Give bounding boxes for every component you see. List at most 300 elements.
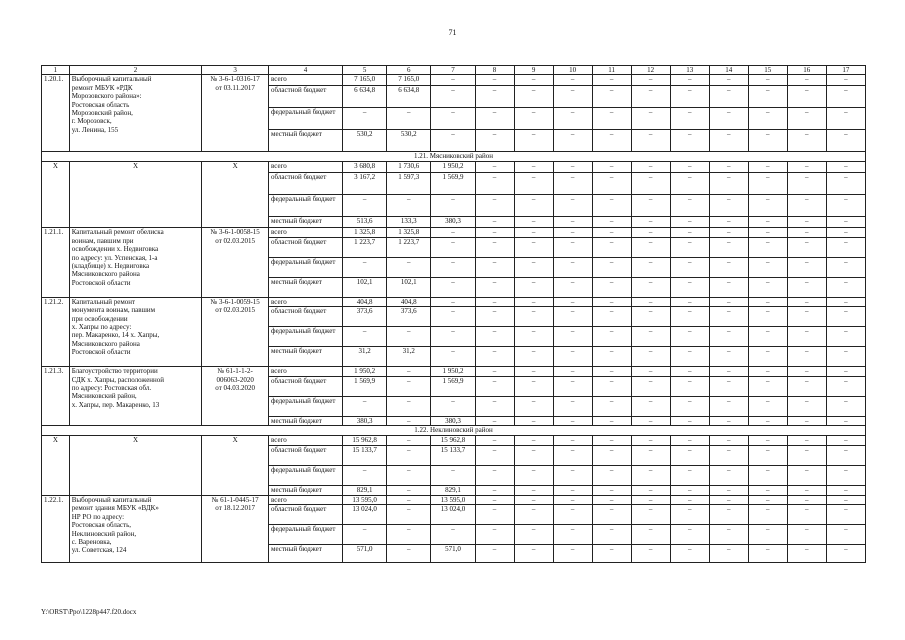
funding-source: местный бюджет xyxy=(269,347,343,367)
value-cell: – xyxy=(553,416,592,425)
value-cell: – xyxy=(553,108,592,130)
value-cell: – xyxy=(592,108,631,130)
item-number: 1.22.1. xyxy=(42,496,70,563)
value-cell: – xyxy=(475,108,514,130)
document-line: от 18.12.2017 xyxy=(215,504,256,513)
value-cell: 13 024,0 xyxy=(343,505,387,525)
header-cell: 15 xyxy=(748,66,787,75)
funding-source: всего xyxy=(269,297,343,306)
value-cell: – xyxy=(670,367,709,376)
value-cell: – xyxy=(475,486,514,496)
value-cell: – xyxy=(631,237,670,257)
value-cell: – xyxy=(670,162,709,173)
value-cell: – xyxy=(826,75,865,86)
object-name-line: Неклиновский район, xyxy=(71,529,137,538)
item-number: 1.21.1. xyxy=(42,228,70,297)
table-row xyxy=(42,367,866,376)
value-cell: – xyxy=(475,237,514,257)
value-cell: – xyxy=(475,545,514,563)
value-cell: 7 165,0 xyxy=(387,75,431,86)
funding-source: областной бюджет xyxy=(269,446,343,466)
value-cell: – xyxy=(826,496,865,505)
value-cell: – xyxy=(709,367,748,376)
value-cell: – xyxy=(475,75,514,86)
value-cell: – xyxy=(553,446,592,466)
value-cell: – xyxy=(592,486,631,496)
value-cell: – xyxy=(826,376,865,396)
object-name xyxy=(69,496,202,563)
value-cell: – xyxy=(431,297,475,306)
value-cell: – xyxy=(475,130,514,152)
value-cell: – xyxy=(826,228,865,237)
value-cell: – xyxy=(826,257,865,277)
value-cell: – xyxy=(826,446,865,466)
value-cell: – xyxy=(553,376,592,396)
value-cell: – xyxy=(787,396,826,416)
value-cell: – xyxy=(787,307,826,327)
value-cell: – xyxy=(748,108,787,130)
object-name-line: ремонт здания МБУК «ВДК» xyxy=(71,504,159,513)
value-cell: 404,8 xyxy=(343,297,387,306)
value-cell: – xyxy=(748,130,787,152)
value-cell: – xyxy=(826,173,865,195)
value-cell: 571,0 xyxy=(431,545,475,563)
value-cell: – xyxy=(514,277,553,297)
expertise-document xyxy=(202,228,269,297)
value-cell: – xyxy=(387,525,431,545)
object-name xyxy=(69,367,202,426)
value-cell: – xyxy=(748,162,787,173)
value-cell: – xyxy=(431,327,475,347)
value-cell: – xyxy=(670,195,709,217)
value-cell: – xyxy=(787,86,826,108)
value-cell: – xyxy=(514,162,553,173)
page-number: 71 xyxy=(448,28,457,37)
value-cell: – xyxy=(748,75,787,86)
value-cell: – xyxy=(670,217,709,228)
funding-source: областной бюджет xyxy=(269,86,343,108)
value-cell: 15 962,8 xyxy=(431,436,475,446)
value-cell: – xyxy=(431,347,475,367)
value-cell: – xyxy=(709,327,748,347)
value-cell: – xyxy=(514,75,553,86)
value-cell: – xyxy=(748,195,787,217)
value-cell: – xyxy=(431,75,475,86)
header-cell: 5 xyxy=(343,66,387,75)
value-cell: – xyxy=(787,545,826,563)
value-cell: – xyxy=(826,297,865,306)
value-cell: – xyxy=(387,486,431,496)
value-cell: – xyxy=(553,75,592,86)
value-cell: – xyxy=(631,347,670,367)
value-cell: – xyxy=(592,416,631,425)
table-body xyxy=(42,66,866,563)
value-cell: 1 730,6 xyxy=(387,162,431,173)
value-cell: – xyxy=(748,277,787,297)
value-cell: – xyxy=(631,228,670,237)
funding-source: областной бюджет xyxy=(269,173,343,195)
value-cell: 1 950,2 xyxy=(343,367,387,376)
value-cell: – xyxy=(514,228,553,237)
value-cell: – xyxy=(787,217,826,228)
value-cell: – xyxy=(431,237,475,257)
value-cell: – xyxy=(514,257,553,277)
item-number: 1.21.3. xyxy=(42,367,70,426)
table-row xyxy=(42,297,866,306)
value-cell: – xyxy=(631,466,670,486)
object-name xyxy=(69,75,202,152)
value-cell: – xyxy=(475,436,514,446)
value-cell: – xyxy=(748,217,787,228)
funding-source: федеральный бюджет xyxy=(269,257,343,277)
object-name-line: X xyxy=(132,162,139,171)
value-cell: – xyxy=(553,162,592,173)
value-cell: – xyxy=(387,257,431,277)
value-cell: – xyxy=(748,486,787,496)
value-cell: – xyxy=(475,446,514,466)
item-number: 1.21.2. xyxy=(42,297,70,366)
funding-source: всего xyxy=(269,367,343,376)
expertise-document xyxy=(202,436,269,496)
value-cell: – xyxy=(592,75,631,86)
value-cell: – xyxy=(553,195,592,217)
value-cell: – xyxy=(787,327,826,347)
value-cell: – xyxy=(787,446,826,466)
value-cell: – xyxy=(709,217,748,228)
value-cell: 1 950,2 xyxy=(431,162,475,173)
value-cell: – xyxy=(631,416,670,425)
value-cell: – xyxy=(670,416,709,425)
value-cell: – xyxy=(514,505,553,525)
value-cell: – xyxy=(553,257,592,277)
value-cell: – xyxy=(748,545,787,563)
value-cell: 373,6 xyxy=(387,307,431,327)
object-name-line: Мясниковский район, xyxy=(71,392,137,401)
value-cell: – xyxy=(670,347,709,367)
value-cell: – xyxy=(553,86,592,108)
funding-source: областной бюджет xyxy=(269,376,343,396)
value-cell: – xyxy=(475,86,514,108)
object-name-line: ул. Ленина, 155 xyxy=(71,125,119,134)
value-cell: – xyxy=(514,486,553,496)
expertise-document xyxy=(202,75,269,152)
value-cell: – xyxy=(553,297,592,306)
value-cell: – xyxy=(709,376,748,396)
value-cell: – xyxy=(343,396,387,416)
value-cell: 6 634,8 xyxy=(387,86,431,108)
value-cell: – xyxy=(514,86,553,108)
value-cell: – xyxy=(709,545,748,563)
value-cell: – xyxy=(514,545,553,563)
header-row xyxy=(42,66,866,75)
value-cell: – xyxy=(387,545,431,563)
object-name xyxy=(69,228,202,297)
value-cell: – xyxy=(826,217,865,228)
value-cell: – xyxy=(670,396,709,416)
value-cell: – xyxy=(709,466,748,486)
value-cell: 1 569,9 xyxy=(431,376,475,396)
value-cell: – xyxy=(592,162,631,173)
value-cell: – xyxy=(553,505,592,525)
value-cell: – xyxy=(631,505,670,525)
funding-source: федеральный бюджет xyxy=(269,108,343,130)
value-cell: 3 680,8 xyxy=(343,162,387,173)
value-cell: 15 962,8 xyxy=(343,436,387,446)
item-number: X xyxy=(42,436,70,496)
value-cell: 530,2 xyxy=(343,130,387,152)
value-cell: 31,2 xyxy=(387,347,431,367)
value-cell: – xyxy=(670,376,709,396)
value-cell: – xyxy=(787,297,826,306)
value-cell: – xyxy=(475,466,514,486)
funding-source: всего xyxy=(269,496,343,505)
value-cell: – xyxy=(631,130,670,152)
value-cell: – xyxy=(709,195,748,217)
value-cell: – xyxy=(709,228,748,237)
header-cell: 14 xyxy=(709,66,748,75)
value-cell: – xyxy=(592,228,631,237)
section-title: 1.21. Мясниковский район xyxy=(42,152,866,162)
value-cell: – xyxy=(431,228,475,237)
value-cell: – xyxy=(787,108,826,130)
value-cell: 1 223,7 xyxy=(343,237,387,257)
value-cell: – xyxy=(553,396,592,416)
value-cell: – xyxy=(553,466,592,486)
value-cell: – xyxy=(670,496,709,505)
value-cell: – xyxy=(592,436,631,446)
header-cell: 10 xyxy=(553,66,592,75)
value-cell: – xyxy=(709,237,748,257)
table-row xyxy=(42,436,866,446)
object-name xyxy=(69,162,202,228)
value-cell: – xyxy=(631,446,670,466)
header-cell: 13 xyxy=(670,66,709,75)
value-cell: – xyxy=(670,307,709,327)
document-line: от 04.03.2020 xyxy=(215,384,256,393)
value-cell: – xyxy=(631,496,670,505)
object-name-line: освобождении х. Недвиговка xyxy=(71,245,159,254)
value-cell: – xyxy=(553,327,592,347)
value-cell: – xyxy=(631,486,670,496)
value-cell: – xyxy=(475,277,514,297)
value-cell: – xyxy=(709,297,748,306)
value-cell: – xyxy=(631,436,670,446)
value-cell: – xyxy=(631,173,670,195)
value-cell: – xyxy=(670,75,709,86)
value-cell: – xyxy=(826,195,865,217)
value-cell: – xyxy=(748,327,787,347)
value-cell: – xyxy=(826,525,865,545)
value-cell: – xyxy=(787,376,826,396)
header-cell: 8 xyxy=(475,66,514,75)
value-cell: – xyxy=(709,277,748,297)
value-cell: – xyxy=(670,257,709,277)
value-cell: – xyxy=(826,277,865,297)
value-cell: 1 597,3 xyxy=(387,173,431,195)
object-name-line: Мясниковского района xyxy=(71,270,140,279)
value-cell: – xyxy=(514,327,553,347)
value-cell: – xyxy=(475,505,514,525)
value-cell: – xyxy=(475,173,514,195)
value-cell: – xyxy=(475,327,514,347)
object-name-line: воинам, павшим при xyxy=(71,236,134,245)
section-title: 1.22. Неклиновский район xyxy=(42,426,866,436)
document-line: X xyxy=(232,162,238,171)
object-name-line: х. Хапры по адресу: xyxy=(71,323,132,332)
value-cell: – xyxy=(748,446,787,466)
value-cell: – xyxy=(748,367,787,376)
value-cell: – xyxy=(631,525,670,545)
value-cell: – xyxy=(553,307,592,327)
object-name-line: по адресу: ул. Успенская, 1-а xyxy=(71,253,158,262)
object-name-line: Ростовская область xyxy=(71,100,130,109)
funding-source: местный бюджет xyxy=(269,277,343,297)
value-cell: 530,2 xyxy=(387,130,431,152)
value-cell: – xyxy=(670,86,709,108)
value-cell: – xyxy=(670,130,709,152)
value-cell: – xyxy=(787,436,826,446)
value-cell: – xyxy=(631,396,670,416)
value-cell: – xyxy=(787,162,826,173)
value-cell: – xyxy=(431,277,475,297)
value-cell: – xyxy=(514,416,553,425)
value-cell: – xyxy=(631,277,670,297)
funding-source: областной бюджет xyxy=(269,237,343,257)
value-cell: 13 595,0 xyxy=(431,496,475,505)
object-name-line: Капитальный ремонт xyxy=(71,297,136,306)
value-cell: – xyxy=(787,237,826,257)
document-line: от 02.03.2015 xyxy=(215,236,256,245)
value-cell: – xyxy=(826,545,865,563)
expertise-document xyxy=(202,367,269,426)
value-cell: – xyxy=(475,367,514,376)
value-cell: 571,0 xyxy=(343,545,387,563)
value-cell: – xyxy=(553,367,592,376)
value-cell: 829,1 xyxy=(343,486,387,496)
value-cell: – xyxy=(387,367,431,376)
value-cell: – xyxy=(748,257,787,277)
value-cell: – xyxy=(670,108,709,130)
value-cell: – xyxy=(631,195,670,217)
value-cell: – xyxy=(748,396,787,416)
value-cell: – xyxy=(592,466,631,486)
value-cell: – xyxy=(787,75,826,86)
value-cell: – xyxy=(787,257,826,277)
value-cell: 1 223,7 xyxy=(387,237,431,257)
value-cell: – xyxy=(553,486,592,496)
value-cell: – xyxy=(553,496,592,505)
value-cell: 1 950,2 xyxy=(431,367,475,376)
value-cell: – xyxy=(826,486,865,496)
value-cell: 3 167,2 xyxy=(343,173,387,195)
value-cell: – xyxy=(748,237,787,257)
value-cell: – xyxy=(748,436,787,446)
value-cell: – xyxy=(631,108,670,130)
value-cell: – xyxy=(387,108,431,130)
value-cell: – xyxy=(387,505,431,525)
funding-source: областной бюджет xyxy=(269,505,343,525)
value-cell: – xyxy=(553,217,592,228)
value-cell: – xyxy=(748,466,787,486)
value-cell: – xyxy=(709,347,748,367)
object-name-line: с. Вареновка, xyxy=(71,538,112,547)
value-cell: – xyxy=(670,525,709,545)
document-line: от 02.03.2015 xyxy=(215,306,256,315)
value-cell: – xyxy=(387,376,431,396)
header-cell: 9 xyxy=(514,66,553,75)
value-cell: 102,1 xyxy=(343,277,387,297)
value-cell: – xyxy=(709,396,748,416)
header-cell: 12 xyxy=(631,66,670,75)
value-cell: – xyxy=(553,277,592,297)
value-cell: 15 133,7 xyxy=(343,446,387,466)
funding-source: местный бюджет xyxy=(269,416,343,425)
value-cell: 1 325,8 xyxy=(387,228,431,237)
value-cell: – xyxy=(387,446,431,466)
value-cell: – xyxy=(709,257,748,277)
value-cell: – xyxy=(787,466,826,486)
document-line: № 61-1-1-2- xyxy=(217,367,253,376)
value-cell: – xyxy=(787,130,826,152)
value-cell: – xyxy=(631,376,670,396)
value-cell: – xyxy=(787,486,826,496)
funding-source: местный бюджет xyxy=(269,486,343,496)
value-cell: – xyxy=(748,416,787,425)
object-name-line: по адресу: Ростовская обл. xyxy=(71,384,152,393)
value-cell: – xyxy=(553,347,592,367)
value-cell: – xyxy=(826,347,865,367)
object-name-line: X xyxy=(132,436,139,445)
value-cell: – xyxy=(670,277,709,297)
value-cell: – xyxy=(631,257,670,277)
value-cell: – xyxy=(387,396,431,416)
object-name-line: Ростовской области xyxy=(71,348,131,357)
value-cell: – xyxy=(709,173,748,195)
value-cell: – xyxy=(475,162,514,173)
funding-source: всего xyxy=(269,436,343,446)
value-cell: – xyxy=(387,436,431,446)
value-cell: – xyxy=(592,257,631,277)
header-cell: 1 xyxy=(42,66,70,75)
value-cell: – xyxy=(787,173,826,195)
funding-source: федеральный бюджет xyxy=(269,466,343,486)
value-cell: – xyxy=(431,130,475,152)
object-name-line: Морозовского района»: xyxy=(71,92,142,101)
value-cell: – xyxy=(343,257,387,277)
value-cell: – xyxy=(826,396,865,416)
funding-source: федеральный бюджет xyxy=(269,195,343,217)
value-cell: – xyxy=(431,525,475,545)
object-name-line: (кладбище) х. Недвиговка xyxy=(71,262,150,271)
header-cell: 2 xyxy=(69,66,202,75)
value-cell: – xyxy=(475,416,514,425)
value-cell: – xyxy=(592,130,631,152)
object-name-line: г. Морозовск, xyxy=(71,117,112,126)
object-name-line: пер. Макаренко, 14 х. Хапры, xyxy=(71,331,160,340)
value-cell: – xyxy=(787,228,826,237)
item-number: X xyxy=(42,162,70,228)
value-cell: – xyxy=(387,496,431,505)
value-cell: 6 634,8 xyxy=(343,86,387,108)
value-cell: – xyxy=(787,277,826,297)
value-cell: – xyxy=(631,297,670,306)
value-cell: 15 133,7 xyxy=(431,446,475,466)
object-name-line: ремонт МБУК «РДК xyxy=(71,83,133,92)
footer-file-path: Y:\ORST\Ppo\1228p447.f20.docx xyxy=(41,608,137,616)
value-cell: – xyxy=(631,86,670,108)
funding-source: федеральный бюджет xyxy=(269,525,343,545)
funding-source: всего xyxy=(269,228,343,237)
